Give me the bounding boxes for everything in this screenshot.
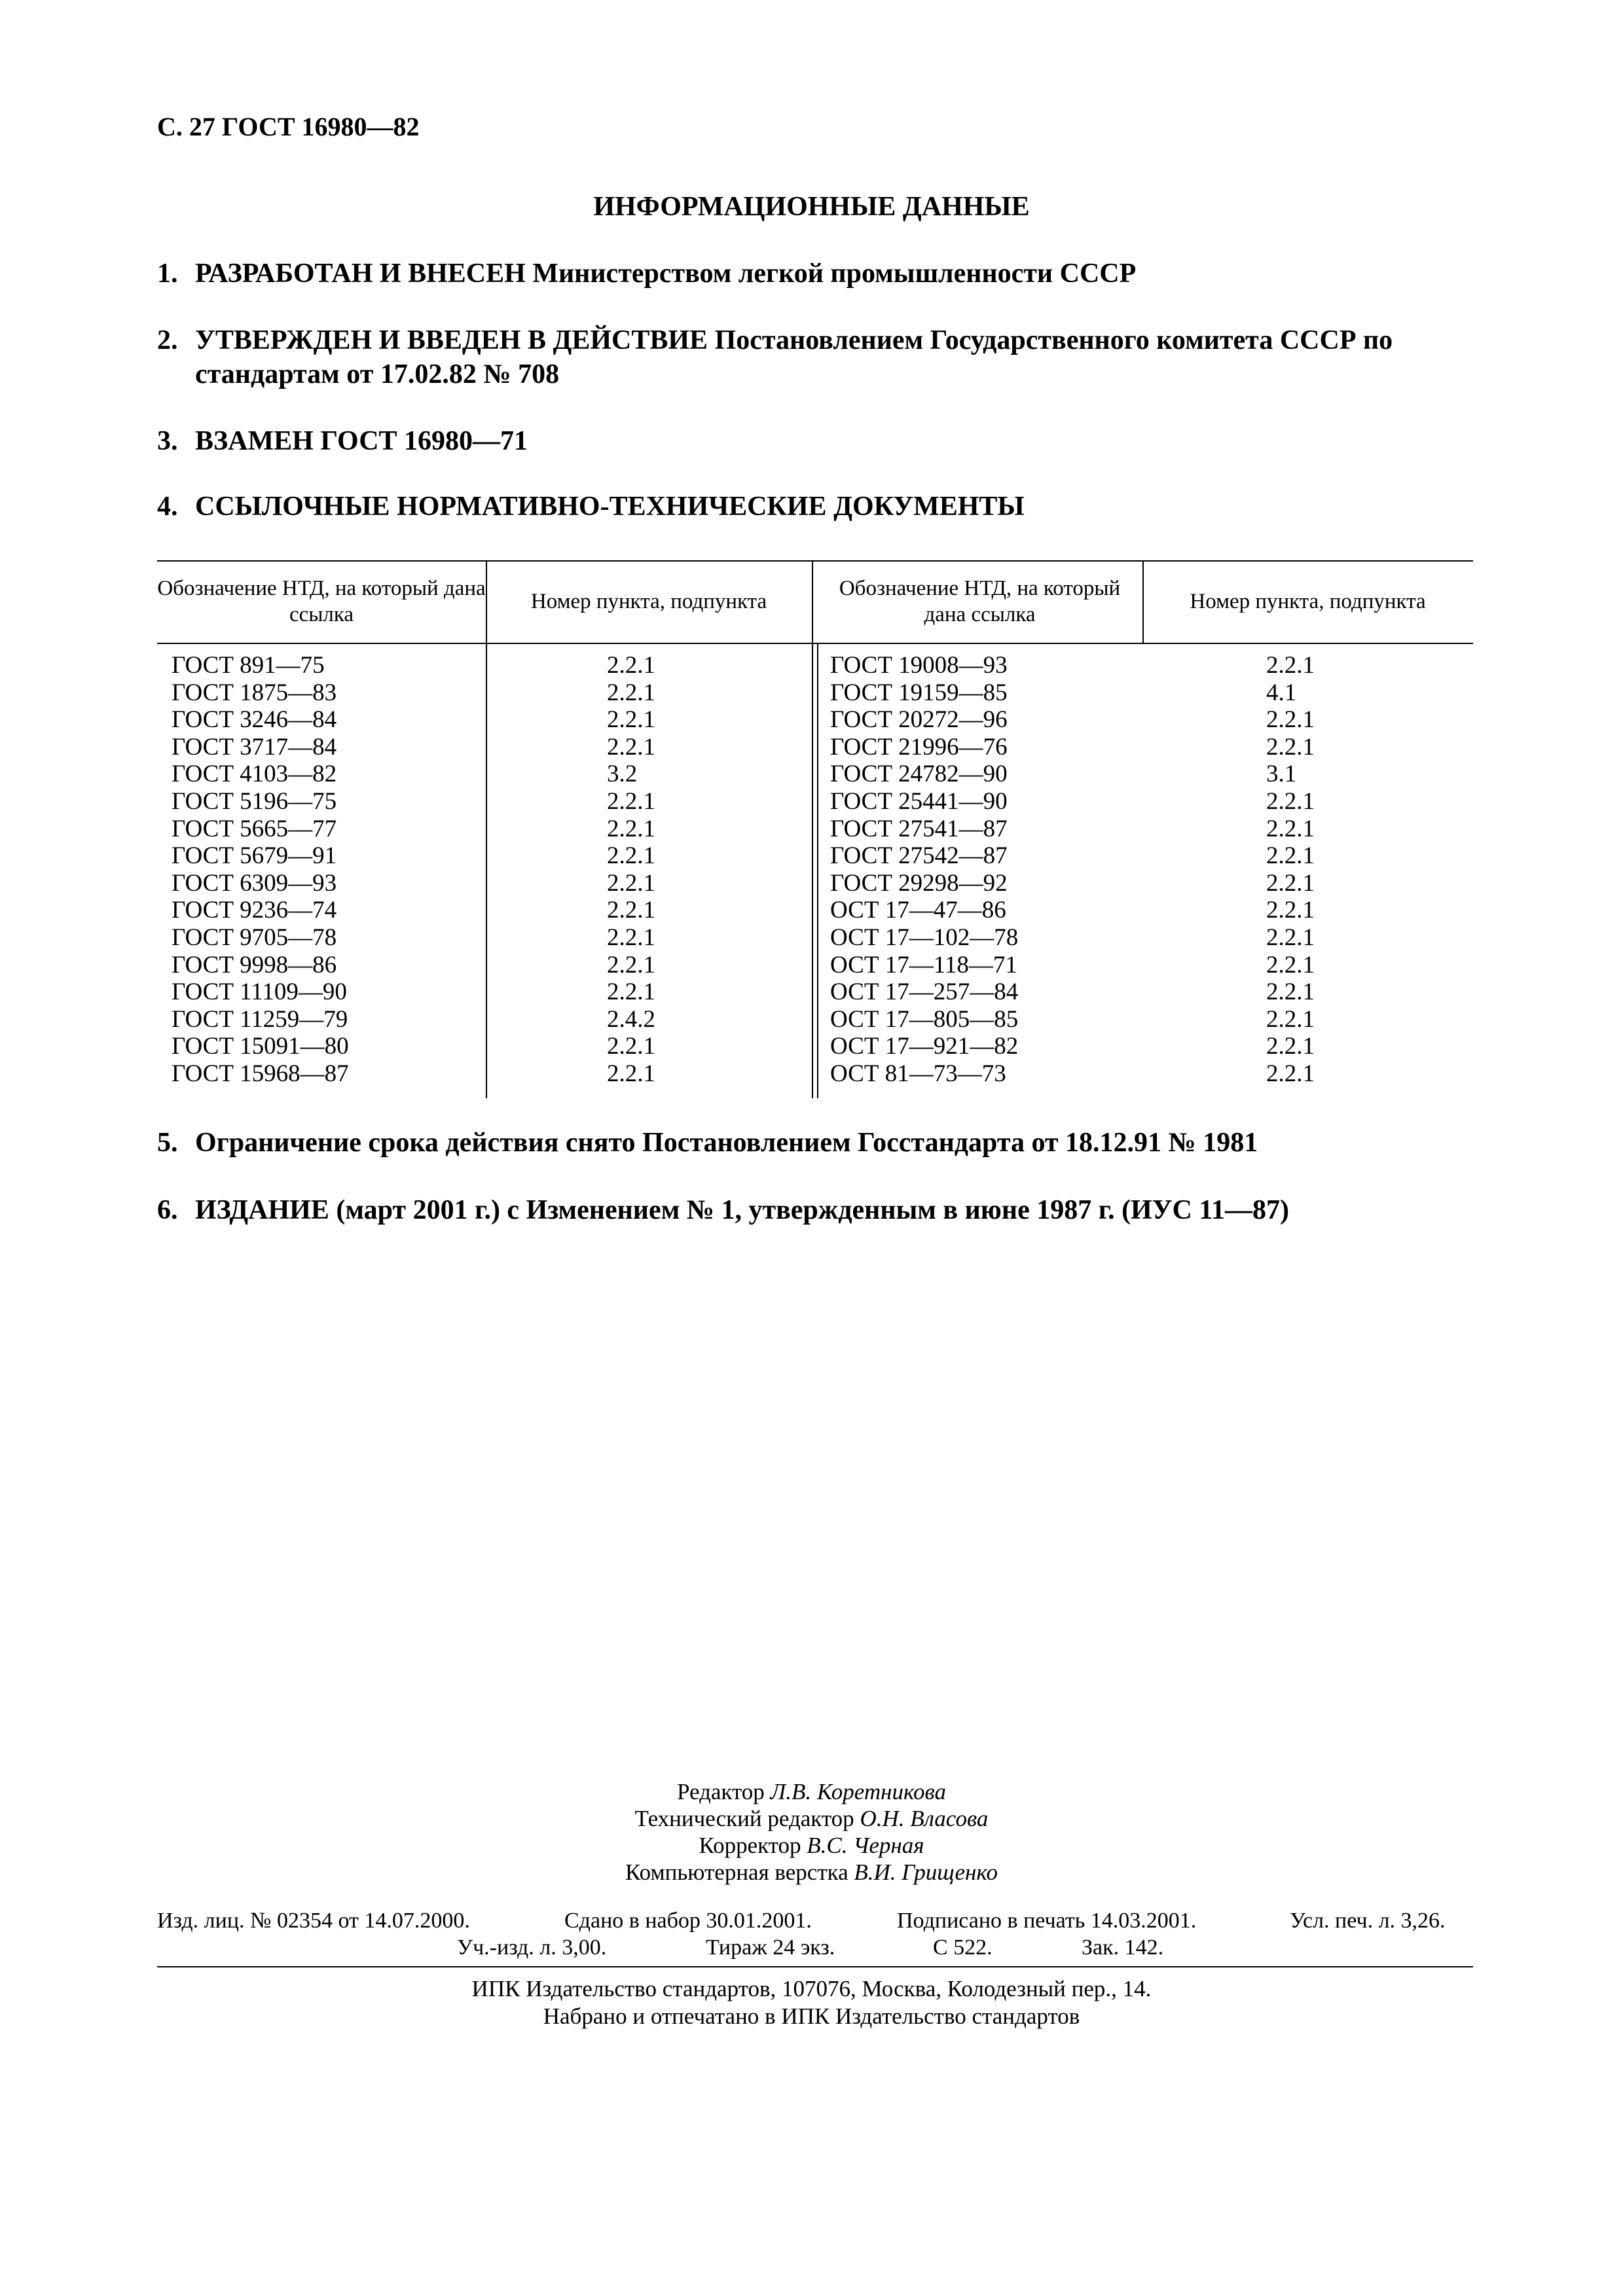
column-header-clause-right: Номер пункта, подпункта xyxy=(1190,590,1426,613)
ref-clause-left: 2.2.1 xyxy=(607,978,655,1006)
ref-clause-right: 2.2.1 xyxy=(1266,842,1315,870)
ref-doc-right: ОСТ 17—47—86 xyxy=(830,897,1006,924)
ref-clause-left: 2.2.1 xyxy=(607,706,655,734)
credit-layout xyxy=(0,1859,1623,1886)
ref-doc-left: ГОСТ 3717—84 xyxy=(172,733,337,761)
ref-clause-right: 2.2.1 xyxy=(1266,1060,1315,1087)
imprint-license: Изд. лиц. № 02354 от 14.07.2000. xyxy=(157,1909,470,1933)
ref-clause-right: 2.2.1 xyxy=(1266,733,1315,761)
ref-doc-left: ГОСТ 891—75 xyxy=(172,652,325,679)
ref-doc-right: ГОСТ 19159—85 xyxy=(830,679,1008,706)
footer-publisher: ИПК Издательство стандартов, 107076, Москва, Колодезный пер., 14. xyxy=(471,1976,1152,2001)
ref-doc-left: ГОСТ 15968—87 xyxy=(172,1060,349,1087)
table-row xyxy=(157,870,1473,897)
ref-clause-left: 2.2.1 xyxy=(607,951,655,978)
item-caps: УТВЕРЖДЕН И ВВЕДЕН В ДЕЙСТВИЕ xyxy=(195,325,708,355)
ref-clause-left: 3.2 xyxy=(607,761,638,788)
ref-doc-right: ГОСТ 29298—92 xyxy=(830,869,1008,897)
ref-doc-right: ОСТ 17—805—85 xyxy=(830,1005,1019,1033)
credit-tech-editor xyxy=(0,1805,1623,1832)
imprint-print-sheets: Усл. печ. л. 3,26. xyxy=(1290,1909,1446,1933)
imprint-typeset: Сдано в набор 30.01.2001. xyxy=(564,1909,812,1933)
item-text: Постановлением Государственного комитета СССР по стандартам от 17.02.82 № 708 xyxy=(195,325,1393,389)
table-row xyxy=(157,1033,1473,1060)
ref-clause-left: 2.2.1 xyxy=(607,842,655,870)
item-caps: РАЗРАБОТАН И ВНЕСЕН xyxy=(195,259,526,289)
info-item-2 xyxy=(157,323,1473,391)
ref-clause-left: 2.2.1 xyxy=(607,1060,655,1087)
info-item-5 xyxy=(157,1126,1473,1160)
table-row xyxy=(157,897,1473,924)
credit-role: Редактор xyxy=(677,1779,765,1804)
info-item-3 xyxy=(157,424,1473,458)
ref-clause-right: 4.1 xyxy=(1266,679,1297,706)
ref-doc-left: ГОСТ 9705—78 xyxy=(172,924,337,951)
ref-doc-right: ГОСТ 27541—87 xyxy=(830,815,1008,842)
info-item-6 xyxy=(157,1193,1473,1227)
item-number: 2. xyxy=(157,325,178,355)
imprint-signed: Подписано в печать 14.03.2001. xyxy=(897,1909,1197,1933)
ref-clause-right: 2.2.1 xyxy=(1266,924,1315,951)
imprint-run: Тираж 24 экз. xyxy=(706,1935,835,1960)
table-row xyxy=(157,924,1473,952)
ref-clause-right: 2.2.1 xyxy=(1266,978,1315,1006)
ref-doc-right: ГОСТ 20272—96 xyxy=(830,706,1008,734)
ref-clause-left: 2.2.1 xyxy=(607,869,655,897)
credit-name: В.И. Грищенко xyxy=(854,1859,998,1885)
ref-clause-left: 2.2.1 xyxy=(607,815,655,842)
item-number: 5. xyxy=(157,1128,178,1158)
imprint-pub-sheets: Уч.-изд. л. 3,00. xyxy=(457,1935,607,1960)
ref-doc-right: ОСТ 17—921—82 xyxy=(830,1033,1019,1060)
ref-clause-left: 2.2.1 xyxy=(607,787,655,815)
page-header: С. 27 ГОСТ 16980—82 xyxy=(157,112,420,141)
item-number: 4. xyxy=(157,492,178,522)
item-number: 1. xyxy=(157,259,178,289)
item-text: Ограничение срока действия снято Постановлением Госстандарта от 18.12.91 № 1981 xyxy=(195,1128,1258,1158)
table-row xyxy=(157,978,1473,1006)
ref-doc-left: ГОСТ 9998—86 xyxy=(172,951,337,978)
ref-clause-right: 2.2.1 xyxy=(1266,951,1315,978)
table-row xyxy=(157,1060,1473,1088)
ref-clause-right: 3.1 xyxy=(1266,761,1297,788)
ref-doc-left: ГОСТ 5196—75 xyxy=(172,787,337,815)
ref-doc-right: ГОСТ 25441—90 xyxy=(830,787,1008,815)
credit-role: Технический редактор xyxy=(634,1806,854,1831)
table-row xyxy=(157,816,1473,843)
ref-doc-left: ГОСТ 9236—74 xyxy=(172,897,337,924)
ref-doc-left: ГОСТ 5679—91 xyxy=(172,842,337,870)
ref-clause-right: 2.2.1 xyxy=(1266,1005,1315,1033)
item-caps: ВЗАМЕН ГОСТ 16980—71 xyxy=(195,426,528,456)
imprint-order: Зак. 142. xyxy=(1082,1935,1164,1960)
column-header-doc-right: Обозначение НТД, на который дана ссылка xyxy=(839,577,1121,626)
item-number: 6. xyxy=(157,1195,178,1225)
footer-printed: Набрано и отпечатано в ИПК Издательство стандартов xyxy=(543,2003,1080,2029)
table-row xyxy=(157,1006,1473,1033)
footer-rule xyxy=(157,1966,1473,1967)
ref-doc-right: ГОСТ 19008—93 xyxy=(830,652,1008,679)
credit-name: О.Н. Власова xyxy=(860,1806,989,1831)
ref-doc-left: ГОСТ 6309—93 xyxy=(172,869,337,897)
ref-doc-right: ГОСТ 24782—90 xyxy=(830,761,1008,788)
column-header-doc-left: Обозначение НТД, на который дана ссылка xyxy=(157,577,486,626)
ref-doc-right: ОСТ 81—73—73 xyxy=(830,1060,1006,1087)
table-row xyxy=(157,679,1473,707)
ref-clause-right: 2.2.1 xyxy=(1266,706,1315,734)
item-caps: ИЗДАНИЕ xyxy=(195,1195,329,1225)
table-row xyxy=(157,952,1473,979)
ref-clause-right: 2.2.1 xyxy=(1266,869,1315,897)
table-row xyxy=(157,734,1473,761)
ref-clause-left: 2.2.1 xyxy=(607,652,655,679)
ref-doc-right: ОСТ 17—102—78 xyxy=(830,924,1019,951)
table-header-rule xyxy=(157,643,1473,644)
ref-doc-right: ОСТ 17—118—71 xyxy=(830,951,1017,978)
table-body xyxy=(157,652,1473,1088)
ref-clause-right: 2.2.1 xyxy=(1266,897,1315,924)
credits-block xyxy=(0,1778,1623,1886)
page-title: ИНФОРМАЦИОННЫЕ ДАННЫЕ xyxy=(593,192,1030,222)
ref-clause-right: 2.2.1 xyxy=(1266,815,1315,842)
info-item-4 xyxy=(157,490,1473,524)
item-text: Министерством легкой промышленности СССР xyxy=(525,259,1137,289)
ref-clause-left: 2.2.1 xyxy=(607,733,655,761)
table-row xyxy=(157,652,1473,679)
column-header-clause-left: Номер пункта, подпункта xyxy=(530,590,767,613)
credit-editor xyxy=(0,1778,1623,1805)
table-row xyxy=(157,761,1473,788)
ref-clause-left: 2.2.1 xyxy=(607,679,655,706)
item-caps: ССЫЛОЧНЫЕ НОРМАТИВНО-ТЕХНИЧЕСКИЕ ДОКУМЕНТЫ xyxy=(195,492,1025,522)
info-item-1 xyxy=(157,257,1473,291)
ref-doc-left: ГОСТ 1875—83 xyxy=(172,679,337,706)
item-number: 3. xyxy=(157,426,178,456)
ref-doc-right: ГОСТ 27542—87 xyxy=(830,842,1008,870)
ref-doc-left: ГОСТ 4103—82 xyxy=(172,761,337,788)
credit-role: Компьютерная верстка xyxy=(625,1859,848,1885)
credit-name: Л.В. Коретникова xyxy=(770,1779,946,1804)
ref-clause-left: 2.2.1 xyxy=(607,924,655,951)
ref-doc-left: ГОСТ 3246—84 xyxy=(172,706,337,734)
ref-clause-left: 2.2.1 xyxy=(607,1033,655,1060)
ref-clause-left: 2.2.1 xyxy=(607,897,655,924)
ref-clause-right: 2.2.1 xyxy=(1266,652,1315,679)
item-text: (март 2001 г.) с Изменением № 1, утвержденным в июне 1987 г. (ИУС 11—87) xyxy=(329,1195,1290,1225)
table-row xyxy=(157,842,1473,870)
table-row xyxy=(157,706,1473,734)
ref-doc-right: ГОСТ 21996—76 xyxy=(830,733,1008,761)
ref-doc-left: ГОСТ 11259—79 xyxy=(172,1005,348,1033)
ref-doc-right: ОСТ 17—257—84 xyxy=(830,978,1019,1006)
ref-doc-left: ГОСТ 11109—90 xyxy=(172,978,347,1006)
table-row xyxy=(157,788,1473,816)
ref-clause-right: 2.2.1 xyxy=(1266,787,1315,815)
ref-doc-left: ГОСТ 15091—80 xyxy=(172,1033,349,1060)
imprint-code: С 522. xyxy=(933,1935,993,1960)
credit-role: Корректор xyxy=(699,1833,801,1858)
ref-clause-right: 2.2.1 xyxy=(1266,1033,1315,1060)
ref-doc-left: ГОСТ 5665—77 xyxy=(172,815,337,842)
ref-clause-left: 2.4.2 xyxy=(607,1005,655,1033)
credit-corrector xyxy=(0,1832,1623,1859)
credit-name: В.С. Черная xyxy=(807,1833,924,1858)
